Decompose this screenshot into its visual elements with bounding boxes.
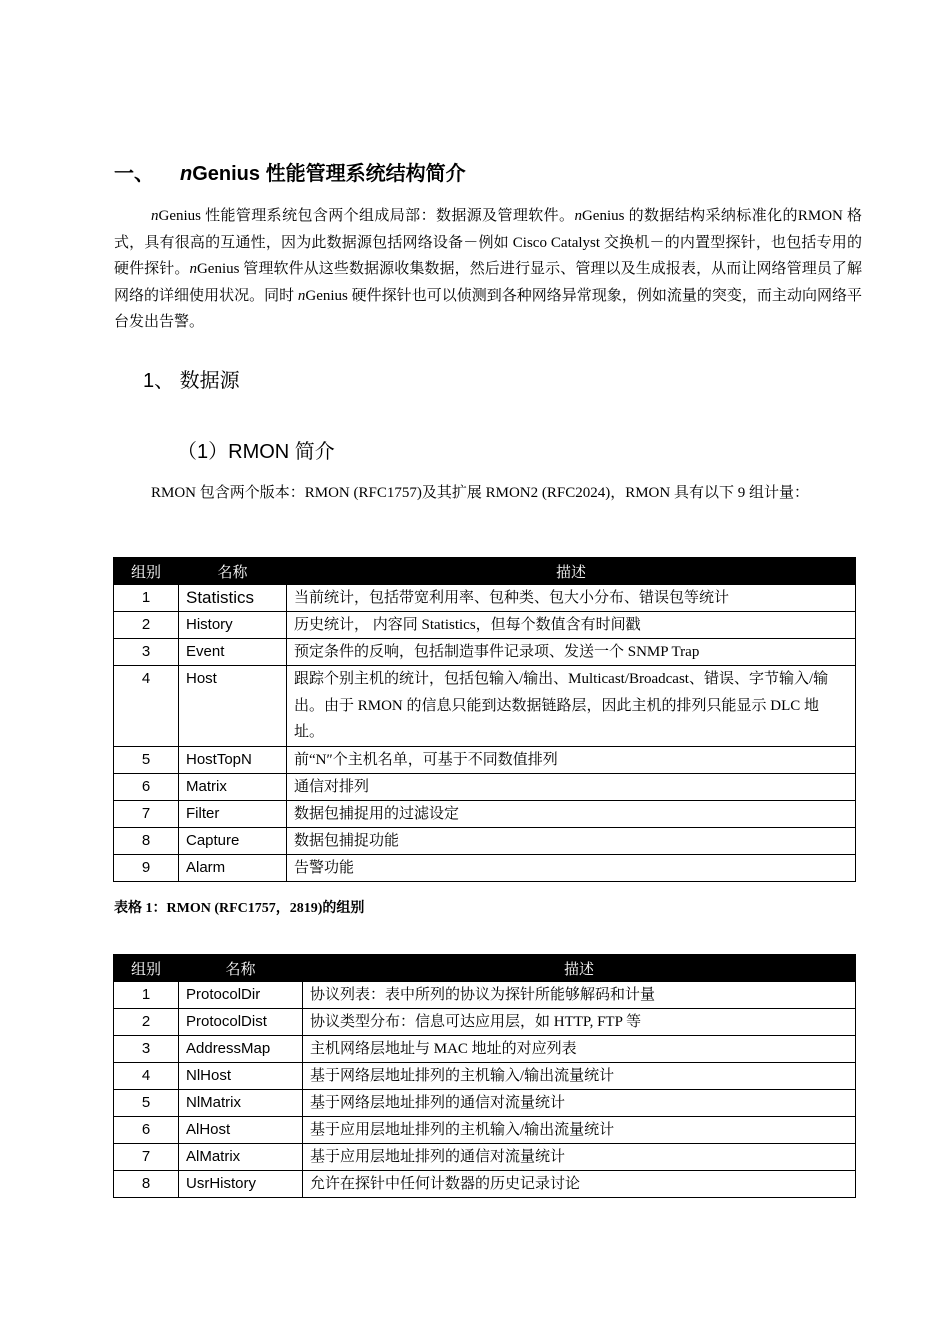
table-row xyxy=(114,639,856,666)
desc-cell: 当前统计，包括带宽利用率、包种类、包大小分布、错误包等统计 xyxy=(287,585,856,612)
name-cell: Event xyxy=(179,639,287,666)
table-row xyxy=(114,746,856,773)
desc-cell: 主机网络层地址与 MAC 地址的对应列表 xyxy=(303,1036,856,1063)
rmon2-groups-table xyxy=(113,954,856,1198)
header-group: 组别 xyxy=(114,955,179,982)
table-row xyxy=(114,800,856,827)
group-cell: 6 xyxy=(114,1117,179,1144)
table-row xyxy=(114,666,856,747)
group-cell: 3 xyxy=(114,1036,179,1063)
intro-segment: Genius 硬件探针也可以侦测到各种网络异常现象，例如流量的突变，而主动向网络平台发出告警。 xyxy=(114,287,862,330)
header-name: 名称 xyxy=(179,955,303,982)
desc-cell: 基于网络层地址排列的主机输入/输出流量统计 xyxy=(303,1063,856,1090)
desc-cell: 告警功能 xyxy=(287,854,856,881)
intro-segment: Genius 管理软件从这些数据源收集数据，然后进行显示、管理以及生成报表，从而让网络管理员了解网络的详细使用状况。同时 xyxy=(114,261,862,304)
group-cell: 4 xyxy=(114,666,179,747)
name-cell: Alarm xyxy=(179,854,287,881)
intro-segment: n xyxy=(574,208,582,224)
sub-subsection-heading: （1）RMON 简介 xyxy=(177,441,335,463)
name-cell: NlMatrix xyxy=(179,1090,303,1117)
section-title: Genius 性能管理系统结构简介 xyxy=(192,163,466,185)
desc-cell: 协议类型分布：信息可达应用层，如 HTTP, FTP 等 xyxy=(303,1009,856,1036)
header-desc: 描述 xyxy=(287,558,856,585)
name-cell: AlHost xyxy=(179,1117,303,1144)
name-cell: NlHost xyxy=(179,1063,303,1090)
intro-segment: n xyxy=(189,261,197,277)
name-cell: Filter xyxy=(179,800,287,827)
name-cell: History xyxy=(179,612,287,639)
name-cell: HostTopN xyxy=(179,746,287,773)
desc-cell: 数据包捕捉用的过滤设定 xyxy=(287,800,856,827)
desc-cell: 基于网络层地址排列的通信对流量统计 xyxy=(303,1090,856,1117)
table-row xyxy=(114,773,856,800)
desc-cell: 协议列表：表中所列的协议为探针所能够解码和计量 xyxy=(303,982,856,1009)
group-cell: 5 xyxy=(114,1090,179,1117)
table-row xyxy=(114,854,856,881)
name-cell: Statistics xyxy=(179,585,287,612)
desc-cell: 历史统计， 内容同 Statistics，但每个数值含有时间戳 xyxy=(287,612,856,639)
intro-paragraph xyxy=(114,203,862,336)
group-cell: 7 xyxy=(114,800,179,827)
group-cell: 1 xyxy=(114,982,179,1009)
table-header-row xyxy=(114,558,856,585)
desc-cell: 允许在探针中任何计数器的历史记录讨论 xyxy=(303,1171,856,1198)
table-row xyxy=(114,1090,856,1117)
intro-segment: Genius 性能管理系统包含两个组成局部：数据源及管理软件。 xyxy=(158,208,575,224)
name-cell: AddressMap xyxy=(179,1036,303,1063)
desc-cell: 跟踪个别主机的统计，包括包输入/输出、Multicast/Broadcast、错误、字节输入/输出。由于 RMON 的信息只能到达数据链路层，因此主机的排列只能显示 DLC 地址。 xyxy=(287,666,856,747)
desc-cell: 数据包捕捉功能 xyxy=(287,827,856,854)
table-row xyxy=(114,1036,856,1063)
section-heading xyxy=(114,157,466,186)
desc-cell: 基于应用层地址排列的主机输入/输出流量统计 xyxy=(303,1117,856,1144)
table-row xyxy=(114,1144,856,1171)
desc-cell: 通信对排列 xyxy=(287,773,856,800)
table-row xyxy=(114,1063,856,1090)
header-group: 组别 xyxy=(114,558,179,585)
intro-segment: Genius 的数据结构采纳标准化的RMON 格式，具有很高的互通性，因为此数据源包括网络设备－例如 Cisco Catalyst 交换机－的内置型探针，也包括专用的硬件探针。 xyxy=(114,208,862,277)
table-caption: 表格 1：RMON (RFC1757，2819)的组别 xyxy=(114,901,365,916)
desc-cell: 预定条件的反响，包括制造事件记录项、发送一个 SNMP Trap xyxy=(287,639,856,666)
group-cell: 7 xyxy=(114,1144,179,1171)
table-row xyxy=(114,1009,856,1036)
desc-cell: 前“N″个主机名单，可基于不同数值排列 xyxy=(287,746,856,773)
group-cell: 4 xyxy=(114,1063,179,1090)
group-cell: 1 xyxy=(114,585,179,612)
rmon-groups-table xyxy=(113,557,856,882)
group-cell: 8 xyxy=(114,1171,179,1198)
header-desc: 描述 xyxy=(303,955,856,982)
rmon-paragraph: RMON 包含两个版本：RMON (RFC1757)及其扩展 RMON2 (RFC2024)，RMON 具有以下 9 组计量： xyxy=(151,485,809,501)
table-row xyxy=(114,585,856,612)
table-row xyxy=(114,1117,856,1144)
name-cell: AlMatrix xyxy=(179,1144,303,1171)
name-cell: Matrix xyxy=(179,773,287,800)
name-cell: Capture xyxy=(179,827,287,854)
table-row xyxy=(114,827,856,854)
name-cell: UsrHistory xyxy=(179,1171,303,1198)
header-name: 名称 xyxy=(179,558,287,585)
intro-segment: n xyxy=(297,287,306,304)
name-cell: Host xyxy=(179,666,287,747)
name-cell: ProtocolDist xyxy=(179,1009,303,1036)
group-cell: 5 xyxy=(114,746,179,773)
group-cell: 8 xyxy=(114,827,179,854)
desc-cell: 基于应用层地址排列的通信对流量统计 xyxy=(303,1144,856,1171)
group-cell: 2 xyxy=(114,1009,179,1036)
group-cell: 9 xyxy=(114,854,179,881)
subsection-heading: 1、 数据源 xyxy=(143,370,240,392)
table-row xyxy=(114,982,856,1009)
table-header-row xyxy=(114,955,856,982)
section-number: 一、 xyxy=(114,163,154,185)
group-cell: 3 xyxy=(114,639,179,666)
table-row xyxy=(114,1171,856,1198)
group-cell: 2 xyxy=(114,612,179,639)
section-title-prefix: n xyxy=(180,163,193,185)
table-row xyxy=(114,612,856,639)
intro-segment: n xyxy=(151,208,159,224)
name-cell: ProtocolDir xyxy=(179,982,303,1009)
group-cell: 6 xyxy=(114,773,179,800)
